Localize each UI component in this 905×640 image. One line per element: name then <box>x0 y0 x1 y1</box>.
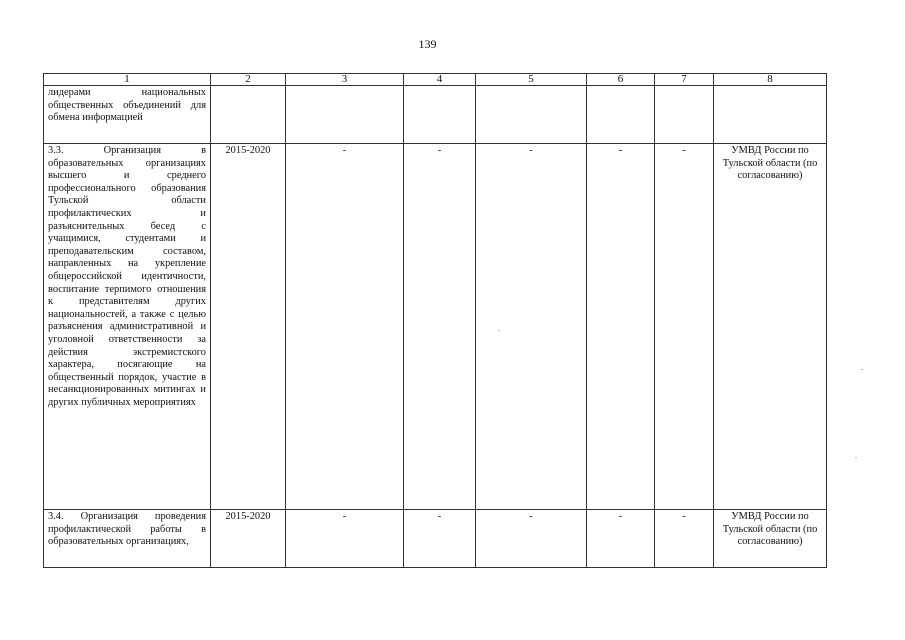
measure-description: лидерами национальных общественных объединений для обмена информацией <box>44 86 211 144</box>
funding-cell <box>655 86 714 144</box>
funding-cell: - <box>476 510 587 568</box>
column-header: 2 <box>211 74 286 86</box>
column-header: 1 <box>44 74 211 86</box>
period-cell <box>211 86 286 144</box>
funding-cell <box>404 86 476 144</box>
responsible-cell <box>714 86 827 144</box>
funding-cell: - <box>655 144 714 510</box>
funding-cell <box>476 86 587 144</box>
funding-cell: - <box>286 510 404 568</box>
measures-table <box>43 73 827 568</box>
funding-cell: - <box>587 510 655 568</box>
column-header: 5 <box>476 74 587 86</box>
period-cell: 2015-2020 <box>211 510 286 568</box>
scan-speck <box>855 457 857 458</box>
column-header: 4 <box>404 74 476 86</box>
funding-cell <box>587 86 655 144</box>
scan-speck <box>498 330 500 331</box>
period-cell: 2015-2020 <box>211 144 286 510</box>
funding-cell: - <box>587 144 655 510</box>
column-header: 6 <box>587 74 655 86</box>
table-row <box>44 86 827 144</box>
column-header: 8 <box>714 74 827 86</box>
table-row <box>44 144 827 510</box>
table-row <box>44 510 827 568</box>
column-number-row <box>44 74 827 86</box>
funding-cell: - <box>404 510 476 568</box>
scan-speck <box>861 369 863 370</box>
funding-cell: - <box>655 510 714 568</box>
funding-cell: - <box>286 144 404 510</box>
funding-cell <box>286 86 404 144</box>
funding-cell: - <box>476 144 587 510</box>
funding-cell: - <box>404 144 476 510</box>
column-header: 7 <box>655 74 714 86</box>
responsible-cell: УМВД России по Тульской области (по согласованию) <box>714 144 827 510</box>
column-header: 3 <box>286 74 404 86</box>
responsible-cell: УМВД России по Тульской области (по согласованию) <box>714 510 827 568</box>
page-number: 139 <box>418 37 437 51</box>
measure-description: 3.3. Организация в образовательных организациях высшего и среднего профессионального образования Тульской области профилактических и разъяснительных бесед с учащимися, студентами и преподавательским составом, направленных на укрепление общероссийской идентичности, воспитание терпимого отношения к представителям других национальностей, а также с целью разъяснения административной и уголовной ответственности за действия экстремистского характера, посягающие на общественный порядок, участие в несанкционированных митингах и других публичных мероприятиях <box>44 144 211 510</box>
measure-description: 3.4. Организация проведения профилактической работы в образовательных организациях, <box>44 510 211 568</box>
